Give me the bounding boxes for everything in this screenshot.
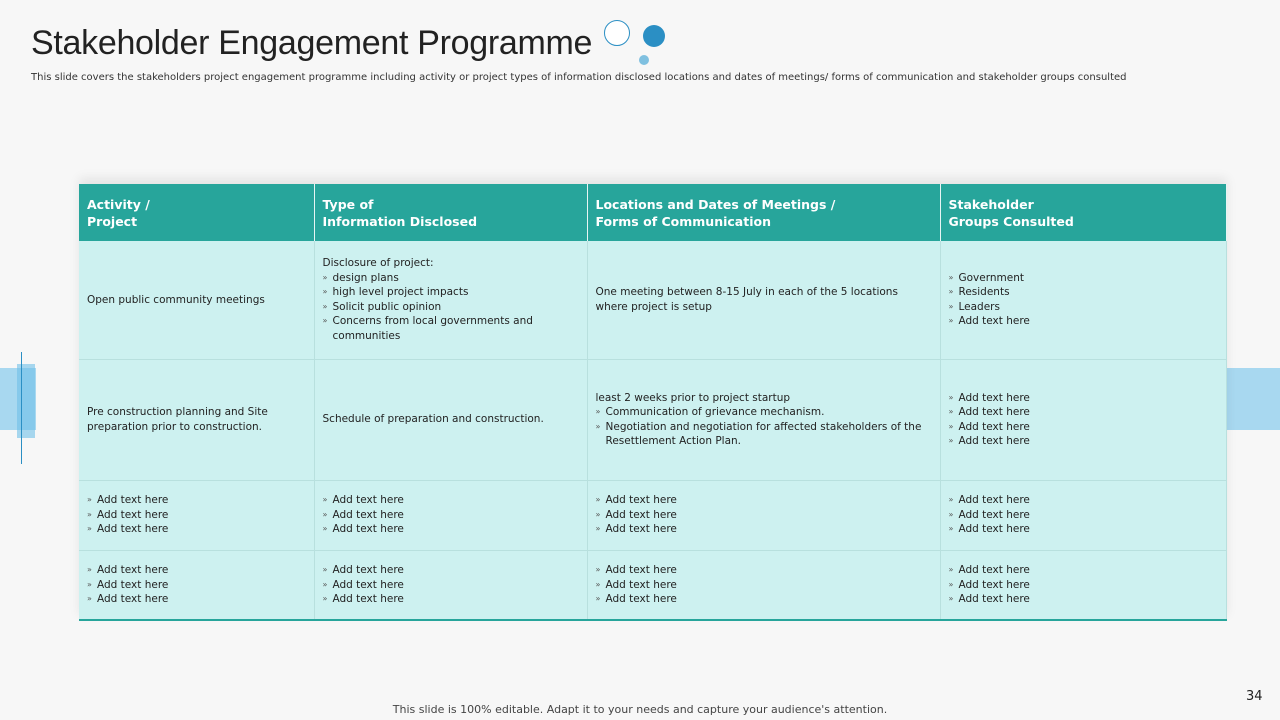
list-item: » Add text here [87, 563, 306, 578]
bullet-list [87, 563, 306, 607]
table-cell [79, 550, 314, 620]
bullet-list [949, 271, 1218, 329]
header-line: Forms of Communication [595, 213, 771, 229]
table-cell [79, 480, 314, 550]
bullet-list [323, 563, 579, 607]
table-cell: Open public community meetings [79, 241, 314, 359]
list-item: » Add text here [323, 493, 579, 508]
list-item: » Add text here [949, 420, 1218, 435]
list-item: » Add text here [949, 391, 1218, 406]
list-item: » Add text here [949, 563, 1218, 578]
bullet-list [949, 493, 1218, 537]
decorative-line [21, 352, 22, 464]
bullet-list [323, 493, 579, 537]
header-locations [587, 184, 940, 241]
list-item: » Add text here [87, 493, 306, 508]
table-cell [940, 550, 1226, 620]
bullet-list [87, 493, 306, 537]
table-header-row [79, 184, 1226, 241]
table-cell [314, 241, 587, 359]
list-item: » Add text here [596, 592, 932, 607]
table-cell [587, 359, 940, 480]
list-item: » Add text here [596, 563, 932, 578]
list-item: » Negotiation and negotiation for affected stakeholders of the Resettlement Action Plan. [596, 420, 932, 449]
list-item: » high level project impacts [323, 285, 579, 300]
list-item: » Add text here [323, 563, 579, 578]
header-line: Type of [322, 196, 374, 212]
table-row [79, 241, 1226, 359]
header-information [314, 184, 587, 241]
header-line: Locations and Dates of Meetings / [595, 196, 836, 212]
table-cell [587, 480, 940, 550]
table-row [79, 480, 1226, 550]
list-item: » Government [949, 271, 1218, 286]
list-item: » Add text here [87, 592, 306, 607]
list-item: » Add text here [596, 493, 932, 508]
table-cell [314, 550, 587, 620]
table-row [79, 550, 1226, 620]
engagement-table [79, 184, 1227, 621]
list-item: » Add text here [87, 578, 306, 593]
header-line: Activity / [87, 196, 150, 212]
list-item: » Add text here [949, 405, 1218, 420]
list-item: » Add text here [87, 508, 306, 523]
decorative-circle-small [639, 55, 649, 65]
table-cell: Schedule of preparation and construction. [314, 359, 587, 480]
bullet-list [949, 563, 1218, 607]
bullet-list [949, 391, 1218, 449]
list-item: » Add text here [949, 578, 1218, 593]
list-item: » Add text here [949, 314, 1218, 329]
table-cell [314, 480, 587, 550]
decorative-circles [604, 18, 668, 68]
table-cell [940, 480, 1226, 550]
list-item: » Leaders [949, 300, 1218, 315]
slide-subtitle: This slide covers the stakeholders project engagement programme including activity or project types of information disclosed locations and dates of meetings/ forms of communication and stakeholder groups consulted [31, 72, 1127, 83]
list-item: » Concerns from local governments and communities [323, 314, 579, 343]
header-stakeholders [940, 184, 1226, 241]
table-cell [940, 241, 1226, 359]
bullet-list [596, 493, 932, 537]
list-item: » Add text here [596, 578, 932, 593]
header-activity [79, 184, 314, 241]
decorative-bar-right [1226, 368, 1280, 430]
page-number: 34 [1246, 689, 1263, 704]
list-item: » Add text here [596, 508, 932, 523]
list-item: » Add text here [87, 522, 306, 537]
header-line: Groups Consulted [948, 213, 1074, 229]
list-item: » Add text here [949, 522, 1218, 537]
table-row [79, 359, 1226, 480]
decorative-bar-left-overlay [17, 364, 35, 438]
list-item: » Solicit public opinion [323, 300, 579, 315]
bullet-list [596, 405, 932, 449]
table-cell [940, 359, 1226, 480]
list-item: » Add text here [323, 508, 579, 523]
footer-note: This slide is 100% editable. Adapt it to your needs and capture your audience's attention. [392, 703, 888, 716]
slide-title: Stakeholder Engagement Programme [31, 24, 593, 62]
title-area [31, 18, 668, 68]
decorative-circle-filled [643, 25, 665, 47]
bullet-list [323, 271, 579, 344]
table-cell: Pre construction planning and Site preparation prior to construction. [79, 359, 314, 480]
cell-intro: least 2 weeks prior to project startup [595, 391, 791, 404]
list-item: » Add text here [949, 508, 1218, 523]
list-item: » Add text here [323, 522, 579, 537]
list-item: » design plans [323, 271, 579, 286]
header-line: Project [87, 213, 138, 229]
list-item: » Add text here [949, 493, 1218, 508]
list-item: » Residents [949, 285, 1218, 300]
list-item: » Add text here [323, 592, 579, 607]
list-item: » Communication of grievance mechanism. [596, 405, 932, 420]
decorative-circle-outline [604, 20, 630, 46]
list-item: » Add text here [596, 522, 932, 537]
cell-intro: Disclosure of project: [322, 257, 434, 270]
bullet-list [596, 563, 932, 607]
header-line: Information Disclosed [322, 213, 478, 229]
header-line: Stakeholder [948, 196, 1034, 212]
list-item: » Add text here [949, 434, 1218, 449]
list-item: » Add text here [323, 578, 579, 593]
table-cell [587, 550, 940, 620]
list-item: » Add text here [949, 592, 1218, 607]
table-cell: One meeting between 8-15 July in each of the 5 locations where project is setup [587, 241, 940, 359]
